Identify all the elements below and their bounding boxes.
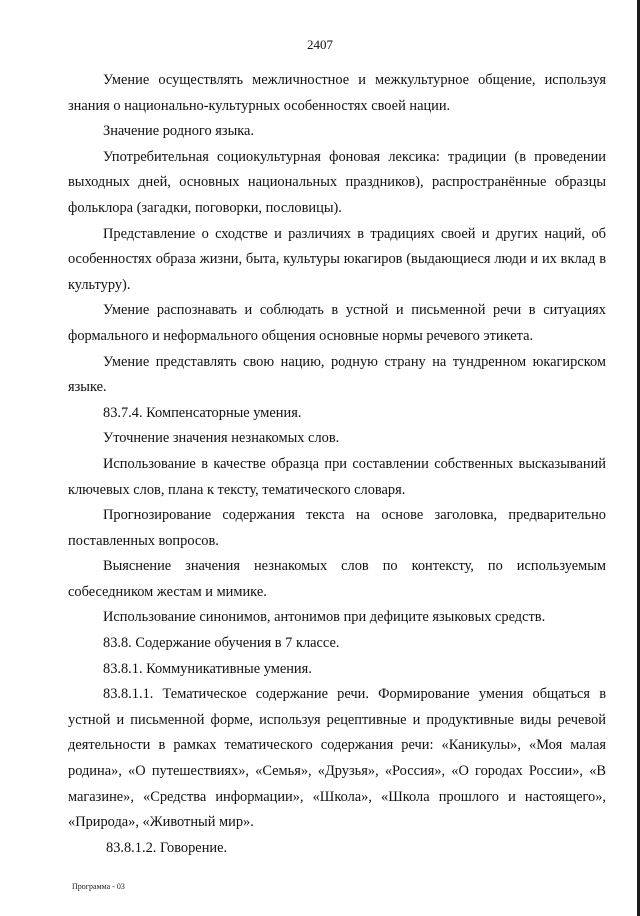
paragraph: Значение родного языка. bbox=[103, 123, 254, 140]
document-body bbox=[68, 68, 606, 861]
paragraph: Использование в качестве образца при составлении собственных высказываний ключевых слов, плана к тексту, тематического словаря. bbox=[68, 455, 606, 498]
footer-label: Программа - 03 bbox=[72, 882, 125, 891]
paragraph: Прогнозирование содержания текста на основе заголовка, предварительно поставленных вопросов. bbox=[68, 507, 606, 549]
section-heading: 83.8.1. Коммуникативные умения. bbox=[103, 660, 312, 677]
paragraph: Умение представлять свою нацию, родную страну на тундренном юкагирском языке. bbox=[68, 353, 606, 396]
paragraph: Умение осуществлять межличностное и межкультурное общение, используя знания о национально-культурных особенностях своей нации. bbox=[68, 72, 606, 114]
paragraph: Выяснение значения незнакомых слов по контексту, по используемым собеседником жестам и мимике. bbox=[68, 558, 606, 600]
paragraph: Употребительная социокультурная фоновая лексика: традиции (в проведении выходных дней, основных национальных праздников), распространённые образцы фольклора (загадки, поговорки, пословицы). bbox=[68, 148, 606, 216]
paragraph: 83.8.1.1. Тематическое содержание речи. Формирование умения общаться в устной и письменной форме, используя рецептивные и продуктивные виды речевой деятельности в рамках тематического содержания речи: «Каникулы», «Моя малая родина», «О путешествиях», «Семья», «Друзья», «Россия», «О городах России», «В магазине», «Средства информации», «Школа», «Школа прошлого и настоящего», «Природа», «Животный мир». bbox=[68, 686, 606, 831]
paragraph: Уточнение значения незнакомых слов. bbox=[103, 430, 340, 447]
section-heading: 83.7.4. Компенсаторные умения. bbox=[103, 404, 302, 421]
section-heading: 83.8. Содержание обучения в 7 классе. bbox=[103, 635, 340, 652]
section-heading: 83.8.1.2. Говорение. bbox=[106, 839, 228, 856]
paragraph: Использование синонимов, антонимов при дефиците языковых средств. bbox=[103, 609, 546, 626]
page-number: 2407 bbox=[307, 37, 333, 52]
paragraph: Представление о сходстве и различиях в традициях своей и других наций, об особенностях образа жизни, быта, культуры юкагиров (выдающиеся люди и их вклад в культуру). bbox=[68, 225, 606, 293]
paragraph: Умение распознавать и соблюдать в устной и письменной речи в ситуациях формального и неформального общения основные нормы речевого этикета. bbox=[68, 302, 606, 344]
